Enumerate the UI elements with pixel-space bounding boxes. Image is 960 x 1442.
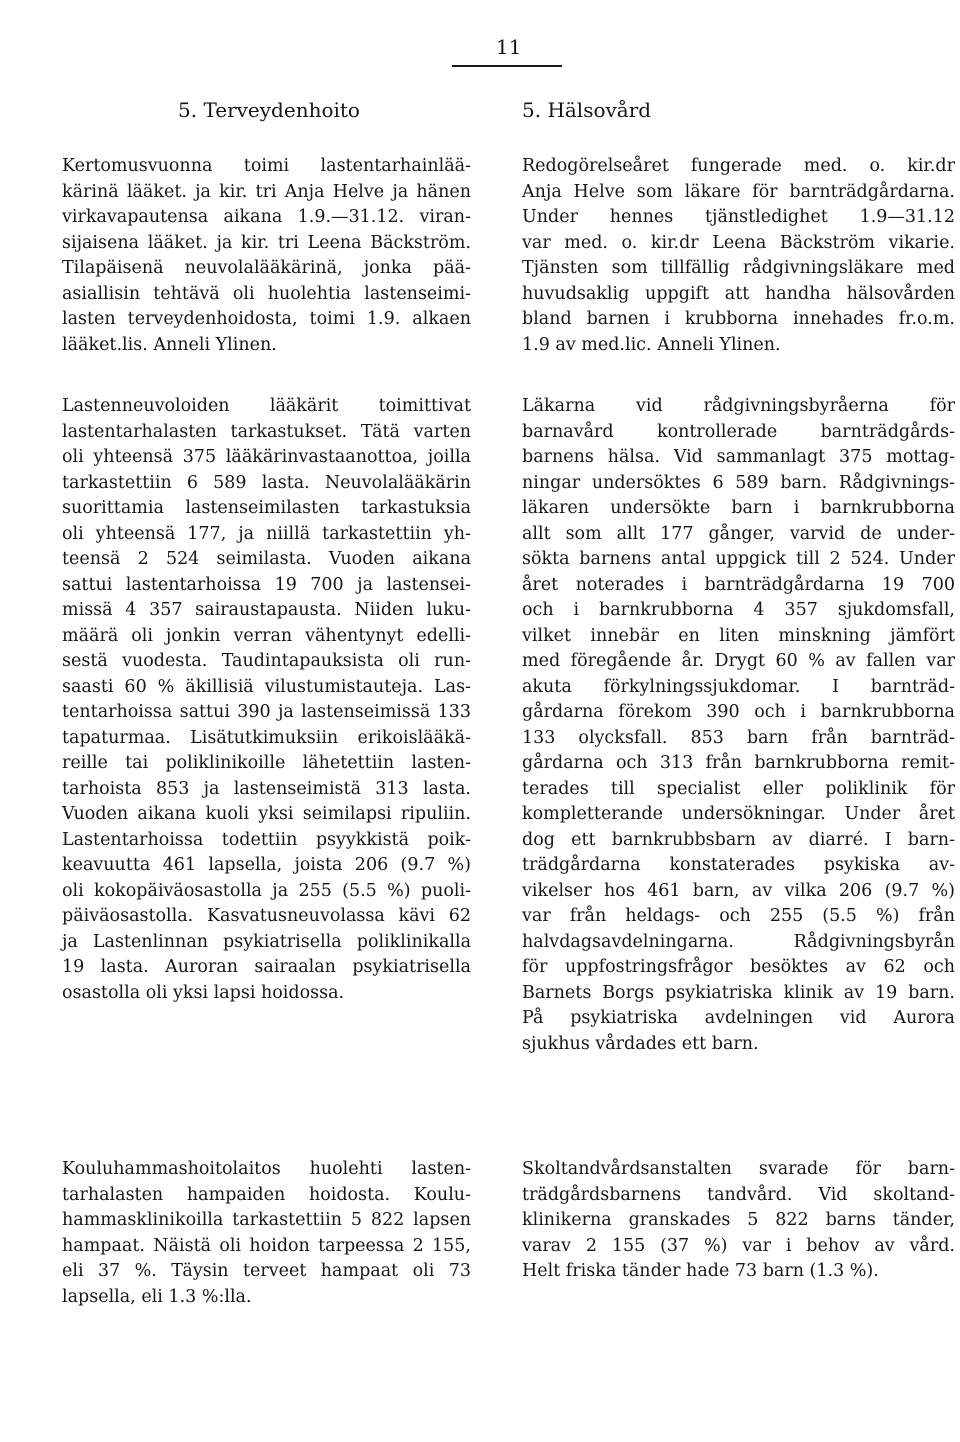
text-line: tentarhoissa sattui 390 ja lastenseimissä 133 [62, 702, 471, 722]
text-line: kärinä lääket. ja kir. tri Anja Helve ja hänen [62, 181, 471, 202]
text-line: Tilapäisenä neuvolalääkärinä, jonka pää- [62, 258, 471, 278]
text-line: 133 olycksfall. 853 barn från barnträd- [522, 727, 955, 748]
paragraph [522, 394, 955, 1057]
text-line: saasti 60 % äkillisiä vilustumistauteja. Las- [62, 676, 471, 697]
text-line: för uppfostringsfrågor besöktes av 62 och [522, 957, 955, 977]
text-line: tapaturmaa. Lisätutkimuksiin erikoislääkä- [62, 727, 471, 748]
text-line: sijaisena lääket. ja kir. tri Leena Bäckström. [62, 232, 471, 253]
text-line: virkavapautensa aikana 1.9.—31.12. viran- [62, 207, 471, 227]
paragraph [62, 1157, 471, 1310]
text-line: varav 2 155 (37 %) var i behov av vård. [522, 1235, 955, 1256]
text-line: missä 4 357 sairaustapausta. Niiden luku- [62, 600, 471, 620]
text-line: Barnets Borgs psykiatriska klinik av 19 barn. [522, 982, 955, 1003]
text-line: Lastentarhoissa todettiin psyykkistä poik- [62, 829, 471, 850]
text-line: Redogörelseåret fungerade med. o. kir.dr [522, 156, 955, 176]
text-line: dog ett barnkrubbsbarn av diarré. I barn- [522, 829, 955, 850]
text-line: bland barnen i krubborna innehades fr.o.m. [522, 309, 955, 329]
text-line: Kouluhammashoitolaitos huolehti lasten- [62, 1159, 471, 1179]
text-line: allt som allt 177 gånger, varvid de under- [522, 523, 955, 544]
text-line: huvudsaklig uppgift att handha hälsovården [522, 283, 955, 304]
text-line: klinikerna granskades 5 822 barns tänder, [522, 1210, 955, 1230]
text-line: Skoltandvårdsanstalten svarade för barn- [522, 1159, 955, 1179]
text-line: tarhalasten hampaiden hoidosta. Koulu- [62, 1184, 471, 1205]
text-line: osastolla oli yksi lapsi hoidossa. [62, 982, 345, 1003]
text-line: oli kokopäiväosastolla ja 255 (5.5 %) puoli- [62, 880, 471, 901]
text-line: 1.9 av med.lic. Anneli Ylinen. [522, 334, 781, 355]
text-line: Helt friska tänder hade 73 barn (1.3 %). [522, 1261, 879, 1281]
text-line: sattui lastentarhoissa 19 700 ja lastensei- [62, 574, 471, 595]
text-line: akuta förkylningssjukdomar. I barnträd- [522, 676, 955, 697]
paragraph [62, 394, 471, 1006]
text-line: ningar undersöktes 6 589 barn. Rådgivnings- [522, 472, 955, 493]
text-line: terades till specialist eller poliklinik för [522, 778, 955, 799]
text-line: määrä oli jonkin verran vähentynyt edelli- [62, 625, 471, 646]
text-line: barnens hälsa. Vid sammanlagt 375 mottag- [522, 447, 955, 467]
text-line: oli yhteensä 177, ja niillä tarkastettiin yh- [62, 523, 471, 544]
text-line: vikelser hos 461 barn, av vilka 206 (9.7 %) [522, 880, 955, 901]
text-line: 19 lasta. Auroran sairaalan psykiatrisella [62, 957, 471, 977]
paragraph [62, 154, 471, 358]
text-line: Kertomusvuonna toimi lastentarhainlää- [62, 156, 471, 176]
text-line: Lastenneuvoloiden lääkärit toimittivat [62, 396, 471, 416]
section-heading-finnish: 5. Terveydenhoito [178, 98, 360, 122]
text-line: päiväosastolla. Kasvatusneuvolassa kävi 62 [62, 906, 471, 926]
text-line: ja Lastenlinnan psykiatrisella poliklinikalla [62, 931, 471, 952]
text-line: lapsella, eli 1.3 %:lla. [62, 1286, 252, 1307]
text-line: läkaren undersökte barn i barnkrubborna [522, 498, 955, 518]
text-line: Tjänsten som tillfällig rådgivningsläkare med [522, 258, 955, 278]
text-line: oli yhteensä 375 lääkärinvastaanottoa, joilla [62, 447, 471, 467]
text-line: halvdagsavdelningarna. Rådgivningsbyrån [522, 931, 955, 952]
section-heading-swedish: 5. Hälsovård [522, 98, 652, 122]
text-line: trädgårdarna konstaterades psykiska av- [522, 855, 955, 875]
text-line: kompletterande undersökningar. Under året [522, 804, 955, 824]
text-line: keavuutta 461 lapsella, joista 206 (9.7 %) [62, 855, 471, 875]
text-line: Vuoden aikana kuoli yksi seimilapsi ripuliin. [62, 804, 471, 824]
text-line: På psykiatriska avdelningen vid Aurora [522, 1008, 955, 1028]
text-line: var med. o. kir.dr Leena Bäckström vikarie. [522, 232, 955, 253]
text-line: med föregående år. Drygt 60 % av fallen var [522, 651, 955, 671]
text-line: lastentarhalasten tarkastukset. Tätä varten [62, 421, 471, 442]
text-line: tarhoista 853 ja lastenseimistä 313 lasta. [62, 778, 471, 799]
text-line: sestä vuodesta. Taudintapauksista oli run- [62, 651, 471, 671]
text-line: reille tai poliklinikoille lähetettiin lasten- [62, 753, 471, 773]
text-line: Läkarna vid rådgivningsbyråerna för [522, 396, 955, 416]
text-line: gårdarna och 313 från barnkrubborna remit- [522, 753, 955, 773]
text-line: och i barnkrubborna 4 357 sjukdomsfall, [522, 600, 955, 620]
text-line: vilket innebär en liten minskning jämfört [522, 625, 955, 646]
text-line: suorittamia lastenseimilasten tarkastuksia [62, 498, 471, 518]
text-line: asiallisin tehtävä oli huolehtia lastenseimi- [62, 283, 471, 304]
text-line: teensä 2 524 seimilasta. Vuoden aikana [62, 549, 471, 569]
text-line: sjukhus vårdades ett barn. [522, 1033, 759, 1054]
text-line: lasten terveydenhoidosta, toimi 1.9. alkaen [62, 309, 471, 329]
paragraph [522, 1157, 955, 1285]
text-line: trädgårdsbarnens tandvård. Vid skoltand- [522, 1184, 955, 1205]
text-line: hampaat. Näistä oli hoidon tarpeessa 2 155, [62, 1235, 471, 1256]
text-line: året noterades i barnträdgårdarna 19 700 [522, 574, 955, 595]
text-line: lääket.lis. Anneli Ylinen. [62, 334, 277, 355]
page-number: 11 [496, 35, 522, 59]
text-line: barnavård kontrollerade barnträdgårds- [522, 421, 955, 442]
text-line: var från heldags- och 255 (5.5 %) från [522, 906, 955, 926]
text-line: eli 37 %. Täysin terveet hampaat oli 73 [62, 1261, 471, 1281]
text-line: Under hennes tjänstledighet 1.9—31.12 [522, 207, 955, 227]
page-number-rule [452, 65, 562, 67]
text-line: gårdarna förekom 390 och i barnkrubborna [522, 702, 955, 722]
text-line: sökta barnens antal uppgick till 2 524. Under [522, 549, 955, 569]
paragraph [522, 154, 955, 358]
text-line: Anja Helve som läkare för barnträdgårdarna. [522, 181, 955, 202]
text-line: tarkastettiin 6 589 lasta. Neuvolalääkärin [62, 472, 471, 493]
text-line: hammasklinikoilla tarkastettiin 5 822 lapsen [62, 1210, 471, 1230]
